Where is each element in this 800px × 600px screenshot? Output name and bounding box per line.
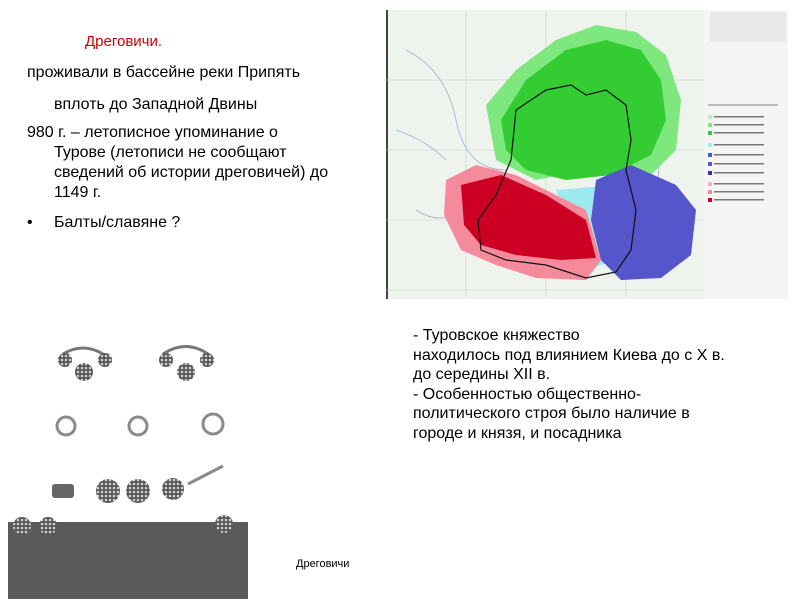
map-border-left bbox=[386, 10, 388, 299]
text-line-basin: проживали в бассейне реки Припять bbox=[27, 64, 301, 81]
turov-principality-text bbox=[413, 326, 788, 443]
chronicle-line-4: 1149 г. bbox=[54, 184, 102, 201]
beads-row bbox=[52, 466, 223, 503]
bullet-text: Балты/славяне ? bbox=[54, 214, 181, 231]
text-line-dvina: вплоть до Западной Двины bbox=[54, 96, 258, 113]
slide-title: Дреговичи. bbox=[85, 33, 163, 50]
earring-left bbox=[58, 348, 112, 381]
turov-line-2: находилось под влиянием Киева до с X в. bbox=[413, 346, 725, 364]
turov-line-1: - Туровское княжество bbox=[413, 327, 580, 344]
bullet-dot: • bbox=[27, 214, 33, 231]
chronicle-line-1: 980 г. – летописное упоминание о bbox=[27, 124, 278, 141]
map-graphic bbox=[386, 10, 788, 299]
legend-title-box bbox=[710, 12, 786, 42]
jewelry-graphic bbox=[8, 334, 248, 599]
earring-right bbox=[159, 347, 214, 382]
turov-line-3: до середины XII в. bbox=[413, 366, 551, 383]
turov-line-5: политического строя было наличие в bbox=[413, 405, 690, 422]
jewelry-photo bbox=[8, 334, 248, 599]
turov-line-4: - Особенностью общественно- bbox=[413, 385, 642, 403]
chronicle-line-3: сведений об истории дреговичей) до bbox=[54, 164, 329, 181]
chronicle-paragraph bbox=[27, 123, 367, 203]
settlement-map bbox=[386, 10, 788, 299]
chronicle-line-2: Турове (летописи не сообщают bbox=[54, 144, 287, 161]
photo-caption: Дреговичи bbox=[296, 558, 350, 570]
turov-line-6: городе и князя, и посадника bbox=[413, 424, 622, 442]
rings-row bbox=[57, 414, 223, 435]
